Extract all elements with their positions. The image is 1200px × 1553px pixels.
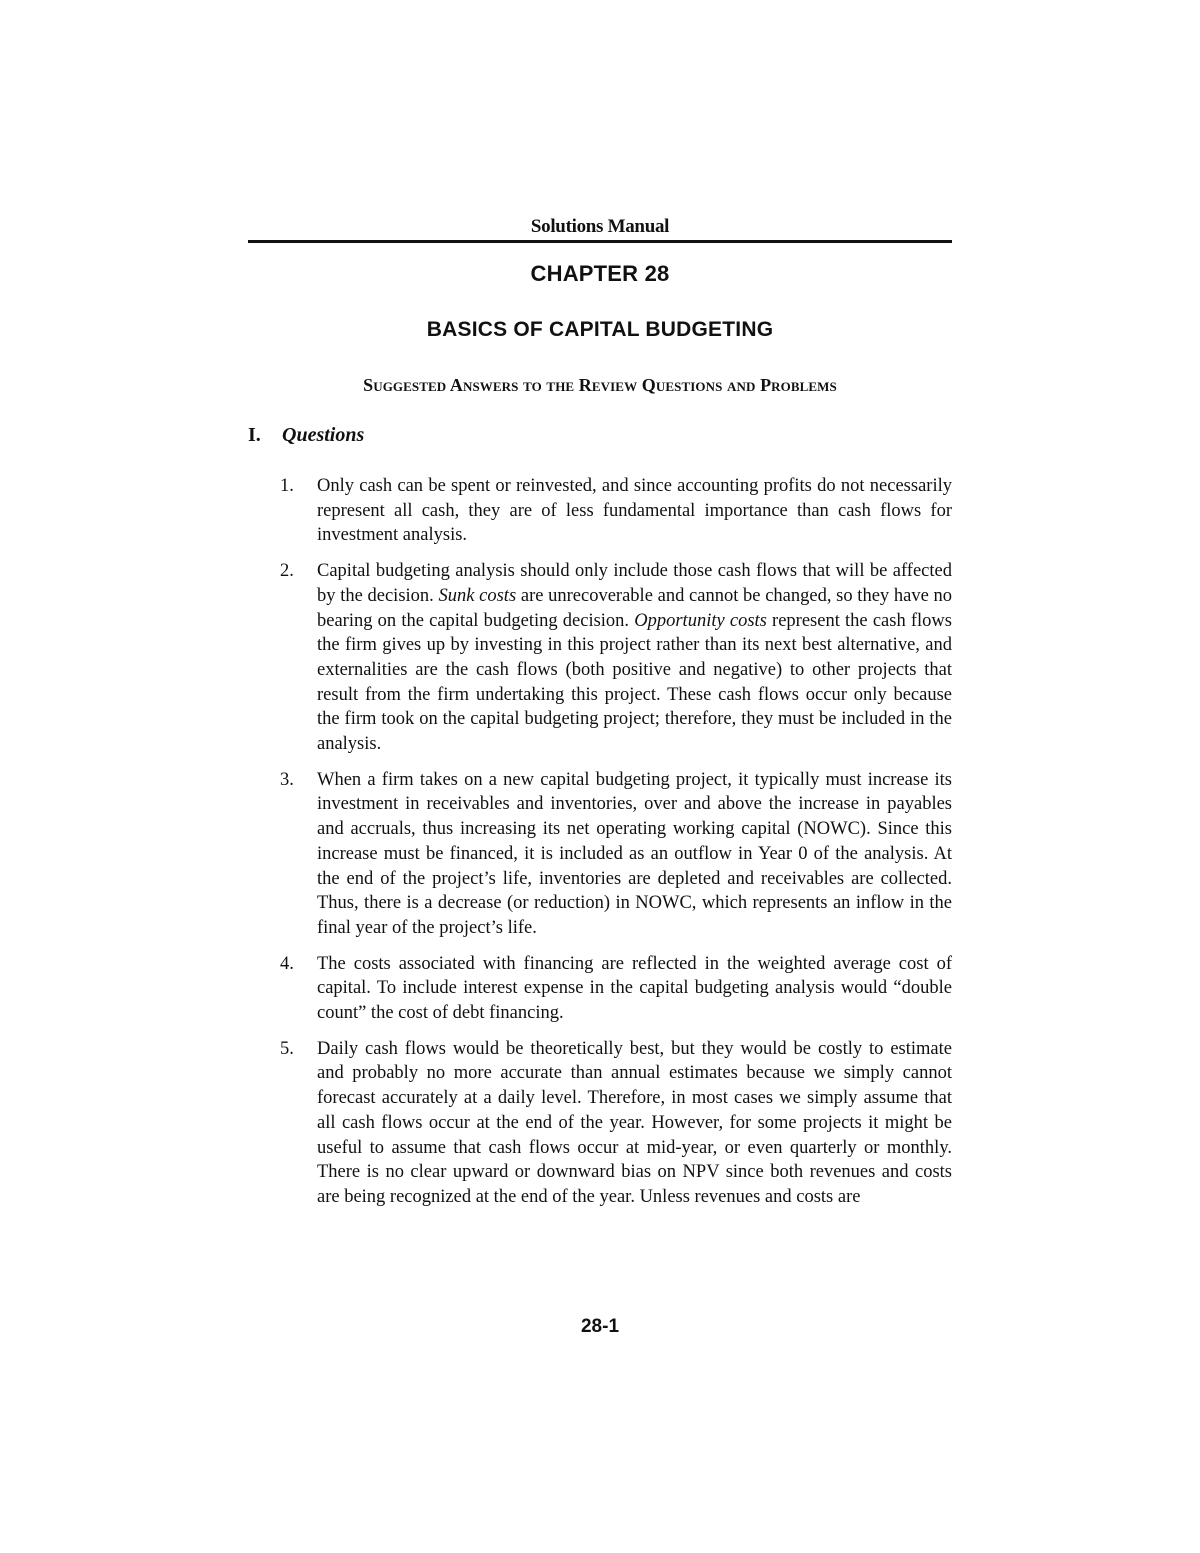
answer-text-run: The costs associated with financing are reflected in the weighted average cost of capital. To include interest expense in the capital budgeting analysis would “double count” the cost of debt financing. — [317, 953, 952, 1024]
answer-text-run: When a firm takes on a new capital budgeting project, it typically must increase its investment in receivables and inventories, over and above the increase in payables and accruals, thus increasing its net operating working capital (NOWC). Since this increase must be financed, it is included as an outflow in Year 0 of the analysis. At the end of the project’s life, inventories are depleted and receivables are collected. Thus, there is a decrease (or reduction) in NOWC, which represents an inflow in the final year of the project’s life. — [317, 769, 952, 938]
answer-number: 1. — [280, 476, 294, 496]
answer-text-run: are unrecoverable and cannot be changed, so they have no bearing on the capital budgeting decision. — [317, 585, 952, 631]
answer-item — [280, 559, 952, 757]
answer-number: 5. — [280, 1038, 294, 1059]
answer-number: 4. — [280, 953, 294, 974]
answer-text — [317, 559, 952, 757]
emphasized-term: Opportunity costs — [634, 610, 767, 631]
answer-text-run: Only cash can be spent or reinvested, and since accounting profits do not necessarily represent all cash, they are of less fundamental importance than cash flows for investment analysis. — [317, 476, 952, 546]
answer-text-run: Daily cash flows would be theoretically best, but they would be costly to estimate and probably no more accurate than annual estimates because we simply cannot forecast accurately at a daily level. Therefore, in most cases we simply assume that all cash flows occur at the end of the year. However, for some projects it might be useful to assume that cash flows occur at mid-year, or even quarterly or monthly. There is no clear upward or downward bias on NPV since both revenues and costs are being recognized at the end of the year. Unless revenues and costs are — [317, 1038, 952, 1207]
answer-text — [317, 952, 952, 1026]
answer-text-run: represent the cash flows the firm gives up by investing in this project rather than its next best alternative, and externalities are the cash flows (both positive and negative) to other projects that result from the firm undertaking this project. These cash flows occur only because the firm took on the capital budgeting project; therefore, they must be included in the analysis. — [317, 610, 952, 755]
section-label: Questions — [282, 424, 365, 446]
section-heading — [248, 424, 364, 447]
answer-text-run: Capital budgeting analysis should only include those cash flows that will be affected by the decision. — [317, 561, 952, 606]
answers-list — [280, 474, 952, 1221]
answer-number: 3. — [280, 769, 294, 790]
running-header: Solutions Manual — [530, 216, 670, 237]
page-number: 28-1 — [580, 1316, 620, 1337]
section-subtitle: Suggested Answers to the Review Questions and Problems — [363, 375, 837, 395]
answer-text — [317, 1037, 952, 1210]
answer-item — [280, 952, 952, 1026]
answer-item — [280, 474, 952, 548]
answer-number: 2. — [280, 561, 294, 582]
chapter-number: CHAPTER 28 — [530, 261, 670, 286]
chapter-title: BASICS OF CAPITAL BUDGETING — [426, 318, 774, 341]
answer-text — [317, 474, 952, 548]
answer-item — [280, 768, 952, 941]
emphasized-term: Sunk costs — [438, 585, 517, 606]
section-numeral: I. — [248, 424, 261, 446]
answer-text — [317, 768, 952, 941]
answer-item — [280, 1037, 952, 1210]
header-divider — [248, 240, 952, 243]
